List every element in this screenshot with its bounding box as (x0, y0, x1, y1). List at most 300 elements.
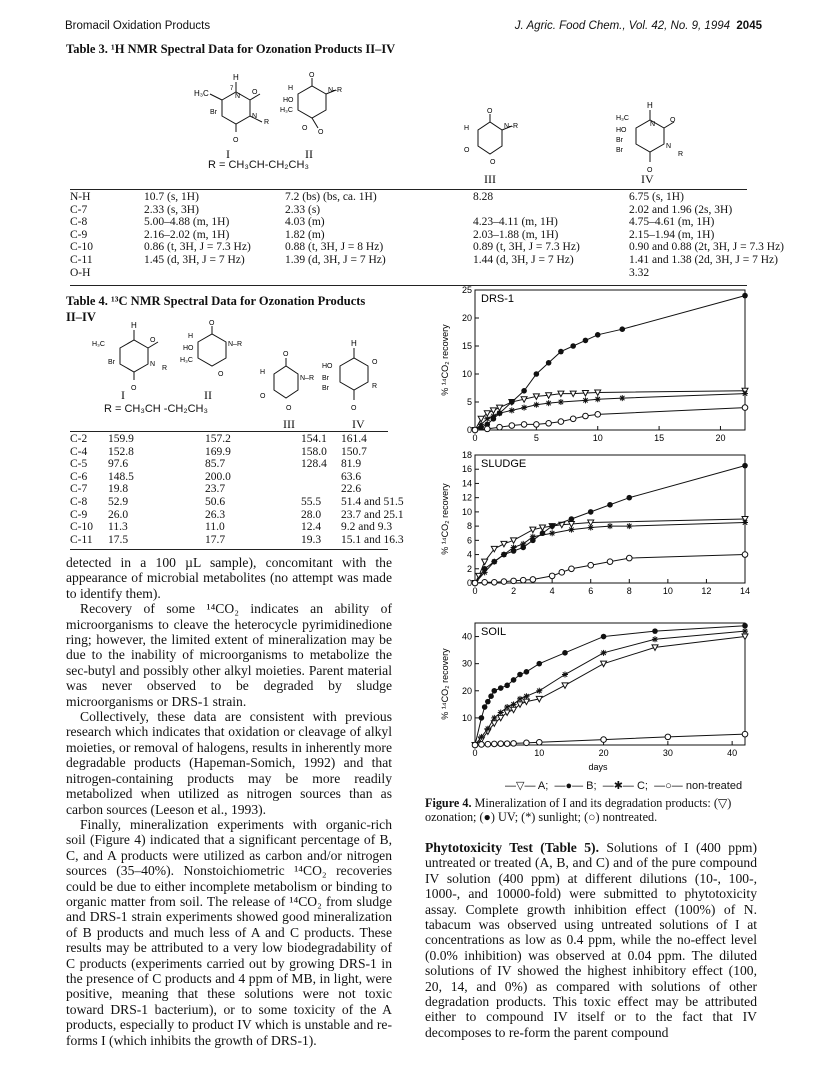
data-point-B (626, 495, 632, 501)
table4-row (70, 496, 411, 509)
body-text-right (425, 840, 757, 1040)
table4-cell: C-11 (70, 533, 93, 546)
table3-cell: 0.90 and 0.88 (2t, 3H, J = 7.3 Hz) (629, 241, 785, 254)
phytotoxicity-text: Solutions of I (400 ppm) untreated or treated (A, B, and C) and of the pure compound IV solution (400 ppm) at different dilutions (10-, 100-, 1000-, and 10000-fold) were submitted to phytotoxicity assay. Complete growth inhibition effect (100%) of N. tabacum was observed using untreated solutions of I at concentrations as low as 0.4 ppm, while the no-effect level (0.0% inhibition) was observed at 0.04 ppm. The diluted solutions of IV showed the highest inhibitory effect (100, 20, 14, and 0%) as compared with solutions of other degradation products. This toxic effect may be attributed either to compound IV itself or to the fact that IV decomposes to re-form the parent compound (425, 840, 757, 1040)
legend-marker-nontreated: —○— (654, 780, 683, 792)
data-point-non-treated (472, 427, 478, 433)
svg-text:Br: Br (210, 109, 217, 116)
svg-text:R: R (264, 119, 270, 126)
data-point-B (583, 338, 589, 344)
table3-cell: 10.7 (s, 1H) (144, 191, 199, 203)
svg-text:O: O (209, 320, 215, 327)
table3-row (70, 267, 784, 280)
data-point-C (485, 726, 491, 732)
data-point-A (511, 707, 517, 713)
data-point-non-treated (485, 741, 491, 747)
x-tick-label: 6 (588, 586, 594, 596)
data-point-B (742, 463, 748, 469)
data-point-non-treated (534, 422, 540, 428)
table3-cell: 8.28 (473, 191, 494, 203)
data-point-C (497, 410, 503, 416)
data-point-C (607, 523, 613, 529)
series-line-C (475, 631, 745, 745)
data-point-C (568, 527, 574, 533)
y-tick-label: 10 (461, 369, 472, 379)
table4-title-line2: II–IV (66, 310, 96, 324)
svg-text:H: H (131, 321, 137, 330)
table4-cell: 17.5 (108, 533, 129, 546)
table4-cell: 169.9 (205, 445, 231, 458)
table3-cell: 1.39 (d, 3H, J = 7 Hz) (285, 253, 386, 266)
data-point-A (482, 559, 488, 565)
svg-text:H₃C: H₃C (92, 341, 105, 348)
svg-text:O: O (487, 108, 493, 115)
table3-struct-label-II: II (305, 147, 313, 161)
svg-text:R: R (678, 151, 684, 158)
paragraph: detected in a 100 µL sample), concomitant with the appearance of microbial metabolites (no attempt was made to identify them). (66, 555, 392, 601)
data-point-non-treated (601, 737, 607, 743)
table3-cell: C-10 (70, 241, 93, 254)
table4-cell: C-7 (70, 483, 88, 496)
data-point-B (517, 672, 523, 678)
data-point-C (491, 715, 497, 721)
x-tick-label: 30 (662, 748, 673, 758)
table4-struct-label-IV: IV (352, 417, 365, 431)
data-point-non-treated (569, 566, 575, 572)
data-point-C (588, 525, 594, 531)
table3-cell: N-H (70, 191, 91, 203)
data-point-non-treated (536, 739, 542, 745)
table3-struct-label-I: I (226, 147, 230, 161)
table3-row (70, 216, 784, 229)
x-tick-label: 4 (549, 586, 555, 596)
y-axis-label: % ¹⁴CO₂ recovery (440, 324, 450, 396)
data-point-A (478, 416, 484, 422)
table3-cell: 6.75 (s, 1H) (629, 191, 684, 203)
svg-text:H: H (260, 369, 266, 376)
table4-cell (301, 471, 341, 484)
table3-structure-III (460, 108, 530, 172)
figure4-legend (505, 779, 742, 792)
svg-text:HO: HO (183, 345, 194, 352)
data-point-B (652, 628, 658, 634)
table4-cell: 11.0 (205, 521, 225, 534)
table4-cell: 128.4 (301, 458, 327, 471)
table4-cell: C-2 (70, 433, 88, 445)
series-line-B (475, 626, 745, 745)
table4 (70, 433, 411, 546)
data-point-non-treated (595, 412, 601, 418)
page-number: 2045 (736, 20, 762, 32)
legend-label-B: B; (586, 780, 597, 792)
data-point-B (482, 704, 488, 710)
svg-text:H: H (647, 101, 653, 110)
data-point-C (562, 672, 568, 678)
legend-label-A: A; (537, 780, 549, 792)
table4-cell: 28.0 (301, 508, 322, 521)
table3-cell: C-7 (70, 203, 88, 216)
running-header-left: Bromacil Oxidation Products (65, 20, 211, 32)
table4-cell (301, 483, 341, 496)
data-point-non-treated (497, 424, 503, 430)
y-axis-label: % ¹⁴CO₂ recovery (440, 483, 450, 555)
data-point-B (546, 360, 552, 366)
svg-text:N: N (150, 361, 156, 368)
data-point-B (607, 502, 613, 508)
y-tick-label: 20 (461, 313, 472, 323)
data-point-non-treated (570, 416, 576, 422)
svg-text:H: H (188, 333, 194, 340)
table4-row (70, 521, 411, 534)
table4-cell: 22.6 (341, 483, 362, 496)
x-tick-label: 0 (472, 586, 478, 596)
data-point-B (595, 332, 601, 338)
data-point-non-treated (742, 731, 748, 737)
svg-text:O: O (647, 167, 653, 174)
table3-cell (473, 267, 629, 280)
table3-cell (144, 267, 285, 280)
data-point-non-treated (482, 579, 488, 585)
data-point-non-treated (742, 405, 748, 411)
data-point-C (478, 421, 484, 427)
svg-text:O: O (218, 371, 224, 378)
table4-cell: 9.2 and 9.3 (341, 521, 393, 534)
table3-cell: 2.15–1.94 (m, 1H) (629, 228, 715, 241)
y-tick-label: 0 (466, 578, 472, 588)
svg-text:Br: Br (616, 147, 623, 154)
data-point-C (549, 530, 555, 536)
svg-text:HO: HO (322, 363, 333, 370)
table4-cell: 26.3 (205, 508, 226, 521)
volume-issue: Vol. 42, No. 9, 1994 (628, 20, 731, 32)
chart-title: SOIL (481, 626, 507, 638)
table3-cell: 2.02 and 1.96 (2s, 3H) (629, 203, 733, 216)
data-point-non-treated (546, 420, 552, 426)
data-point-C (520, 541, 526, 547)
data-point-B (569, 516, 575, 522)
svg-text:O: O (260, 393, 266, 400)
data-point-C (504, 704, 510, 710)
svg-text:N: N (666, 143, 672, 150)
table3-cell: 7.2 (bs) (bs, ca. 1H) (285, 191, 377, 203)
data-point-A (501, 541, 507, 547)
data-point-non-treated (549, 573, 555, 579)
data-point-C (626, 523, 632, 529)
svg-text:N: N (252, 113, 258, 120)
table3-structure-IV (610, 100, 690, 180)
svg-text:O: O (372, 359, 378, 366)
svg-text:Br: Br (322, 385, 329, 392)
data-point-C (482, 569, 488, 575)
table4-row (70, 483, 411, 496)
svg-text:H: H (233, 73, 239, 82)
table4-cell: 97.6 (108, 458, 129, 471)
table4-cell: 50.6 (205, 495, 226, 508)
data-point-C (546, 400, 552, 406)
table3-cell: 1.45 (d, 3H, J = 7 Hz) (144, 253, 245, 266)
table4-cell: 26.0 (108, 508, 129, 521)
data-point-non-treated (742, 552, 748, 558)
body-text-left (66, 555, 392, 1048)
data-point-A (562, 683, 568, 689)
x-tick-label: 40 (727, 748, 738, 758)
svg-text:H₃C: H₃C (280, 107, 293, 114)
svg-text:N: N (235, 93, 241, 100)
x-tick-label: 14 (739, 586, 751, 596)
svg-text:O: O (490, 159, 496, 166)
table4-rule-top (70, 431, 388, 432)
data-point-non-treated (511, 578, 517, 584)
data-point-A (497, 405, 503, 411)
table3-row (70, 229, 784, 242)
phytotoxicity-heading: Phytotoxicity Test (Table 5). (425, 840, 599, 855)
chart-title: SLUDGE (481, 458, 527, 470)
data-point-C (530, 534, 536, 540)
svg-text:O: O (131, 385, 137, 392)
data-point-B (521, 388, 527, 394)
data-point-B (601, 634, 607, 640)
table3-cell: 5.00–4.88 (m, 1H) (144, 216, 230, 229)
data-point-C (523, 693, 529, 699)
data-point-C (601, 650, 607, 656)
data-point-non-treated (472, 580, 478, 586)
y-tick-label: 5 (466, 397, 472, 407)
data-point-C (478, 734, 484, 740)
svg-text:H₃C: H₃C (180, 357, 193, 364)
table4-row (70, 458, 411, 471)
table3-r-group: R = CH₃CH-CH₂CH₃ (208, 159, 309, 171)
table4-cell: 159.9 (108, 433, 134, 445)
svg-text:O: O (302, 125, 308, 132)
y-tick-label: 25 (461, 285, 472, 295)
table4-cell: 152.8 (108, 445, 134, 458)
data-point-non-treated (498, 741, 504, 747)
table3-row (70, 204, 784, 217)
svg-text:O: O (252, 89, 258, 96)
data-point-C (742, 391, 748, 397)
data-point-B (742, 623, 748, 629)
table4-row (70, 534, 411, 547)
data-point-non-treated (626, 555, 632, 561)
svg-text:O: O (309, 72, 315, 79)
paragraph: Collectively, these data are consistent with previous research which indicates that oxidation or cleavage of alkyl moieties, or removal of halogens, results in inherently more degradable products (Hapeman-Somich, 1992) and that nitrogen-containing products may be more readily metabolized when utilized as nitrogen sources than as carbon sources (Leeson et al., 1993). (66, 709, 392, 817)
table3-cell: 0.89 (t, 3H, J = 7.3 Hz) (473, 241, 580, 254)
series-line-A (475, 391, 745, 430)
legend-marker-A: —▽— (505, 780, 536, 792)
x-tick-label: 10 (662, 586, 673, 596)
data-point-non-treated (521, 422, 527, 428)
data-point-B (509, 399, 515, 405)
chart-title: DRS-1 (481, 293, 515, 305)
data-point-non-treated (520, 577, 526, 583)
svg-text:Br: Br (322, 375, 329, 382)
table3-cell: 2.33 (s) (285, 203, 321, 216)
table3-cell: 1.82 (m) (285, 228, 325, 241)
data-point-non-treated (509, 423, 515, 429)
legend-label-nontreated: non-treated (685, 780, 743, 792)
data-point-B (488, 693, 494, 699)
table3 (70, 191, 784, 279)
y-tick-label: 12 (461, 492, 472, 503)
paragraph: Finally, mineralization experiments with organic-rich soil (Figure 4) indicated that a significant percentage of B, C, and A products were utilized as carbon and/or nitrogen sources (35–40%). Nonstoichiometric ¹⁴CO₂ recoveries could be due to either incomplete metabolism or binding to organic matter from soil. The release of ¹⁴CO₂ from sludge and DRS-1 strain experiments showed good mineralization of B products and much less of A and C products. These results may be attributed to a very low biodegradability of C products (experiments carried out by growing DRS-1 in the presence of C products and 4 ppm of MB, in light, were positive, meaning that these solutions were not toxic toward DRS-1 bacterium), or to some toxicity of the A products, especially to product IV which is unstable and re-forms I (which inhibits the growth of DRS-1). (66, 816, 392, 1048)
data-point-B (504, 683, 510, 689)
legend-marker-B: —●— (554, 780, 584, 792)
table4-cell: 200.0 (205, 470, 231, 483)
table4-cell: 154.1 (301, 433, 327, 445)
y-tick-label: 10 (461, 506, 472, 517)
data-point-non-treated (583, 413, 589, 419)
data-point-B (485, 699, 491, 705)
data-point-B (549, 523, 555, 529)
svg-text:O: O (318, 129, 324, 136)
y-tick-label: 16 (461, 464, 472, 475)
svg-text:HO: HO (283, 97, 294, 104)
data-point-B (742, 293, 748, 299)
svg-text:H: H (288, 85, 294, 92)
x-tick-label: 15 (654, 433, 665, 443)
table4-struct-label-III: III (283, 417, 295, 431)
series-line-non-treated (475, 408, 745, 430)
table4-cell: C-10 (70, 521, 93, 534)
table3-row (70, 191, 784, 204)
data-point-B (558, 349, 564, 355)
y-tick-label: 4 (466, 549, 472, 560)
table4-row (70, 509, 411, 522)
data-point-A (523, 699, 529, 705)
table3-cell: O-H (70, 266, 91, 279)
table4-row (70, 446, 411, 459)
table3-title: Table 3. ¹H NMR Spectral Data for Ozonation Products II–IV (66, 42, 396, 56)
svg-text:H₃C: H₃C (194, 89, 209, 98)
data-point-non-treated (491, 741, 497, 747)
table4-cell: 19.3 (301, 533, 322, 546)
table4-cell: C-4 (70, 445, 88, 458)
y-tick-label: 30 (461, 658, 472, 669)
data-point-B (479, 715, 485, 721)
figure4-caption (425, 796, 757, 824)
svg-text:Br: Br (616, 137, 623, 144)
data-point-B (562, 650, 568, 656)
data-point-C (536, 688, 542, 694)
table4-struct-label-I: I (121, 388, 125, 402)
table4-cell: 161.4 (341, 433, 367, 445)
x-tick-label: 0 (472, 433, 478, 443)
data-point-C (511, 701, 517, 707)
data-point-non-treated (588, 562, 594, 568)
table4-cell: 15.1 and 16.3 (341, 533, 404, 546)
svg-text:N: N (650, 121, 656, 128)
svg-text:Br: Br (108, 359, 115, 366)
table4-cell: 55.5 (301, 495, 322, 508)
data-point-B (511, 677, 517, 683)
table3-cell: 2.03–1.88 (m, 1H) (473, 228, 559, 241)
svg-text:O: O (670, 117, 676, 124)
journal-name: J. Agric. Food Chem., (514, 20, 626, 32)
x-tick-label: 12 (701, 586, 712, 596)
figure4-caption-text: Mineralization of I and its degradation products: (▽) ozonation; (●) UV; (*) sunlight; (○) nontreated. (425, 796, 732, 824)
table3-struct-label-III: III (484, 172, 496, 186)
table3-cell: 4.03 (m) (285, 216, 325, 229)
y-tick-label: 15 (461, 341, 472, 351)
y-tick-label: 20 (461, 685, 472, 696)
table3-cell (285, 267, 473, 280)
table4-cell: 52.9 (108, 495, 129, 508)
svg-text:R: R (162, 365, 168, 372)
table3-row (70, 254, 784, 267)
table4-struct-label-II: II (204, 388, 212, 402)
data-point-non-treated (504, 741, 510, 747)
data-point-non-treated (491, 579, 497, 585)
table4-cell: C-5 (70, 458, 88, 471)
svg-text:R: R (372, 383, 378, 390)
svg-text:O: O (351, 405, 357, 412)
x-tick-label: 8 (626, 586, 632, 596)
data-point-B (498, 685, 504, 691)
paragraph: Recovery of some ¹⁴CO₂ indicates an ability of microorganisms to cleave the heterocycle pyrimidinedione ring; however, the limited extent of mineralization may be due to the inability of microorganisms to metabolize the sec-butyl and possibly other alkyl moieties. Parent material was never observed to be degraded by sludge microorganisms or DRS-1 strain. (66, 601, 392, 709)
table4-cell: 17.7 (205, 533, 226, 546)
data-point-C (521, 405, 527, 411)
figure4-charts (420, 285, 760, 785)
y-tick-label: 18 (461, 450, 472, 460)
table4-cell: 23.7 and 25.1 (341, 508, 404, 521)
table3-cell: 0.88 (t, 3H, J = 8 Hz) (285, 241, 384, 254)
running-header-right (515, 20, 762, 32)
data-point-B (619, 326, 625, 332)
data-point-C (533, 402, 539, 408)
figure4-caption-label: Figure 4. (425, 796, 472, 810)
data-point-non-treated (665, 734, 671, 740)
legend-label-C: C; (636, 780, 648, 792)
data-point-A (601, 661, 607, 667)
table4-cell: C-8 (70, 495, 88, 508)
data-point-B (588, 509, 594, 515)
data-point-B (536, 661, 542, 667)
svg-text:O: O (286, 405, 292, 412)
data-point-C (490, 413, 496, 419)
data-point-C (509, 407, 515, 413)
y-tick-label: 14 (461, 478, 472, 489)
y-tick-label: 40 (461, 631, 472, 642)
svg-text:N–R: N–R (228, 341, 243, 348)
data-point-non-treated (484, 426, 490, 432)
table4-row (70, 471, 411, 484)
table3-cell: 3.32 (629, 266, 650, 279)
table4-cell: 158.0 (301, 445, 327, 458)
table4-cell: 63.6 (341, 470, 362, 483)
table4-cell: C-6 (70, 470, 88, 483)
data-point-C (652, 636, 658, 642)
data-point-non-treated (558, 419, 564, 425)
data-point-B (524, 669, 530, 675)
table3-cell: C-8 (70, 216, 88, 229)
table3-row (70, 241, 784, 254)
svg-text:H₃C: H₃C (616, 115, 629, 122)
legend-marker-C: —✱— (602, 780, 634, 792)
data-point-non-treated (530, 577, 536, 583)
data-point-C (742, 520, 748, 526)
table4-cell: 148.5 (108, 470, 134, 483)
data-point-non-treated (607, 559, 613, 565)
data-point-C (484, 416, 490, 422)
table4-cell: 157.2 (205, 433, 231, 445)
data-point-C (742, 628, 748, 634)
data-point-non-treated (472, 742, 478, 748)
y-tick-label: 0 (466, 425, 472, 435)
table3-cell: 2.16–2.02 (m, 1H) (144, 228, 230, 241)
x-axis-label: days (588, 762, 608, 772)
y-tick-label: 10 (461, 712, 472, 723)
table3-cell: C-11 (70, 253, 93, 266)
